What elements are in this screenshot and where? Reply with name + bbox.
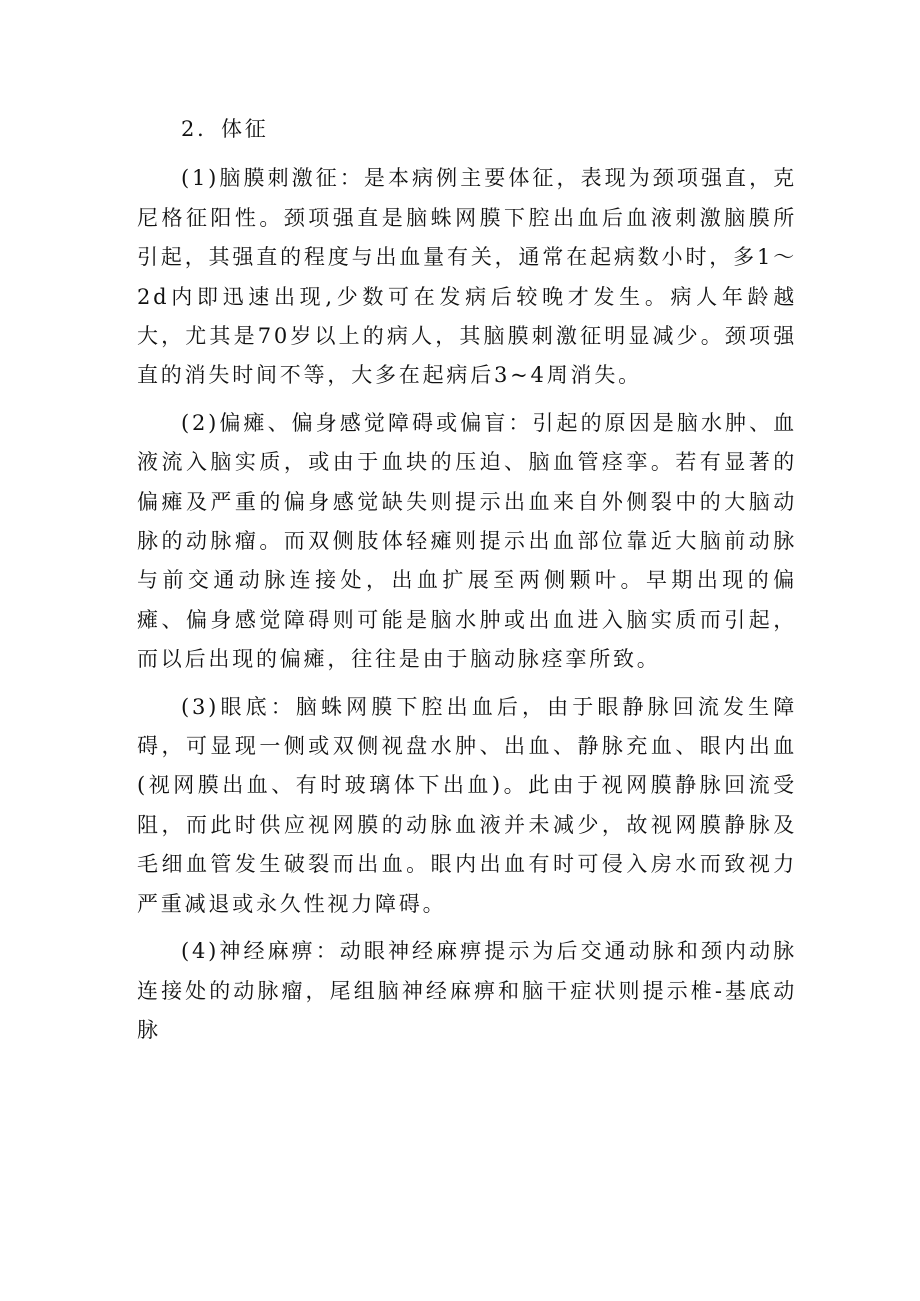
paragraph-fundus: (3)眼底：脑蛛网膜下腔出血后，由于眼静脉回流发生障碍，可显现一侧或双侧视盘水肿、出血、静脉充血、眼内出血(视网膜出血、有时玻璃体下出血)。此由于视网膜静脉回流受阻，而此时供应视网膜的动脉血液并未减少，故视网膜静脉及毛细血管发生破裂而出血。眼内出血有时可侵入房水而致视力严重减退或永久性视力障碍。 bbox=[137, 694, 797, 916]
paragraph-meningeal-irritation: (1)脑膜刺激征：是本病例主要体征，表现为颈项强直，克尼格征阳性。颈项强直是脑蛛网膜下腔出血后血液刺激脑膜所引起，其强直的程度与出血量有关，通常在起病数小时，多1～2d内即迅速出现,少数可在发病后较晚才发生。病人年龄越大，尤其是70岁以上的病人，其脑膜刺激征明显减少。颈项强直的消失时间不等，大多在起病后3~4周消失。 bbox=[137, 166, 797, 388]
document-body bbox=[137, 110, 797, 1058]
paragraph-nerve-palsy: (4)神经麻痹：动眼神经麻痹提示为后交通动脉和颈内动脉连接处的动脉瘤，尾组脑神经麻痹和脑干症状则提示椎-基底动脉 bbox=[137, 939, 797, 1042]
section-heading: 2．体征 bbox=[181, 117, 269, 141]
paragraph-hemiplegia: (2)偏瘫、偏身感觉障碍或偏盲：引起的原因是脑水肿、血液流入脑实质，或由于血块的压迫、脑血管痉挛。若有显著的偏瘫及严重的偏身感觉缺失则提示出血来自外侧裂中的大脑动脉的动脉瘤。而双侧肢体轻瘫则提示出血部位靠近大脑前动脉与前交通动脉连接处，出血扩展至两侧颗叶。早期出现的偏瘫、偏身感觉障碍则可能是脑水肿或出血进入脑实质而引起，而以后出现的偏瘫，往往是由于脑动脉痉挛所致。 bbox=[137, 410, 797, 672]
